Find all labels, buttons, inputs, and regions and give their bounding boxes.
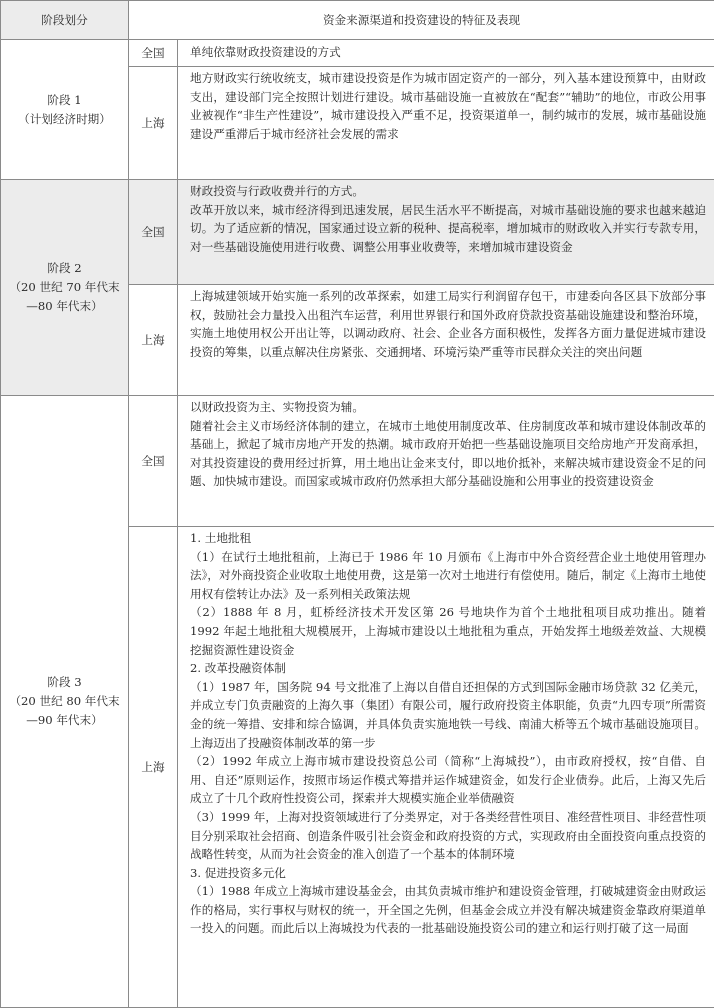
stage3-national-row — [1, 396, 714, 527]
land-leasing-heading: 1. 土地批租 — [190, 531, 252, 545]
stage1-period: （计划经济时期） — [18, 111, 111, 126]
financing-reform-item-3: （3）1999 年，上海对投资领域进行了分类界定，对于各类经营性项目、准经营性项目、非经营性项目分别采取社会招商、创造条件吸引社会资金和政府投资的方式，实现政府由全面投资向重点投资的战略性转变，从而为社会资金的准入创造了一个基本的体制环境 — [190, 809, 707, 862]
stage2-name: 阶段 2 — [47, 261, 82, 275]
land-leasing-item-1: （1）在试行土地批租前，上海已于 1986 年 10 月颁布《上海市中外合资经营企业土地使用管理办法》，对外商投资企业收取土地使用费，这是第一次对土地进行有偿使用。随后，制定《上海市土地使用权有偿转让办法》及一系列相关政策法规 — [190, 549, 707, 601]
stage1-national-line: 单纯依靠财政投资建设的方式 — [190, 45, 341, 60]
stage1-name: 阶段 1 — [47, 92, 82, 107]
stage2-national-line-2: 改革开放以来，城市经济得到迅速发展，居民生活水平不断提高，对城市基础设施的要求也越来越迫切。为了适应新的情况，国家通过设立新的税种、提高税率，增加城市的财政收入并实行专款专用，对一些基础设施使用进行收费、调整公用事业收费等，来增加城市建设资金 — [190, 202, 707, 254]
land-leasing-item-2: （2）1888 年 8 月，虹桥经济技术开发区第 26 号地块作为首个土地批租项目成功推出。随着 1992 年起土地批租大规模展开，上海城市建设以土地批租为重点，开始发挥土地级差效益、大规模挖掘资源性建设资金 — [190, 605, 707, 657]
stage2-national-content — [178, 180, 714, 285]
stage3-period: （20 世纪 80 年代末—90 年代末） — [9, 694, 120, 727]
stage3-national-line-1: 以财政投资为主、实物投资为辅。 — [190, 400, 364, 414]
financing-reform-heading: 2. 改革投融资体制 — [190, 661, 286, 676]
features-column-header: 资金来源渠道和投资建设的特征及表现 — [129, 1, 714, 40]
stage3-shanghai-region: 上海 — [129, 527, 178, 1008]
stage1-shanghai-region: 上海 — [129, 67, 178, 180]
diversification-heading: 3. 促进投资多元化 — [190, 865, 286, 880]
stage2-shanghai-region: 上海 — [129, 285, 178, 396]
stage2-national-line-1: 财政投资与行政收费并行的方式。 — [190, 184, 364, 198]
stage1-shanghai-content — [178, 67, 714, 180]
stage3-shanghai-content — [178, 527, 714, 1008]
stage1-national-content — [178, 40, 714, 67]
diversification-item-1: （1）1988 年成立上海城市建设基金会，由其负责城市维护和建设资金管理，打破城建资金由财政运作的格局，实行事权与财权的统一，开全国之先例，但基金会成立并没有解决城建资金靠政府渠道单一投入的问题。而此后以上海城投为代表的一批基础设施投资公司的建立和运行则打破了这一局面 — [190, 884, 707, 936]
financing-reform-item-1: （1）1987 年，国务院 94 号文批准了上海以自借自还担保的方式到国际金融市场贷款 32 亿美元，并成立专门负责融资的上海久事（集团）有限公司，履行政府投资主体职能，负责“九四专项”所需资金的统一筹措、安排和综合協调，并具体负责实施地铁一号线、南浦大桥等五个城市基础设施项目。上海迈出了投融资体制改革的第一步 — [190, 679, 707, 750]
stage2-label-cell — [1, 180, 129, 396]
stage2-national-region: 全国 — [129, 180, 178, 285]
table-header-row — [1, 1, 714, 40]
stage3-national-region: 全国 — [129, 396, 178, 527]
financing-reform-item-2: （2）1992 年成立上海市城市建设投资总公司（简称“上海城投”），由市政府授权，按“自借、自用、自还”原则运作，按照市场运作模式筹措并运作城建资金，如发行企业债券。此后，上海又先后成立了十几个政府性投资公司，探索并大规模实施企业举债融资 — [190, 754, 707, 806]
stage3-national-content — [178, 396, 714, 527]
stage3-label-cell — [1, 396, 129, 1008]
stage-column-header: 阶段划分 — [1, 1, 129, 40]
stage2-period: （20 世纪 70 年代末—80 年代末） — [9, 280, 120, 313]
stage1-national-row — [1, 40, 714, 67]
stage3-national-line-2: 随着社会主义市场经济体制的建立，在城市土地使用制度改革、住房制度改革和城市建设体制改革的基础上，掀起了城市房地产开发的热潮。城市政府开始把一些基础设施项目交给房地产开发商承担，对其投资建设的费用经过折算，用土地出让金来支付，即以地价抵补，来解决城市建设资金不足的问题、加快城市建设。而国家或城市政府仍然承担大部分基础设施和公用事业的投资建设资金 — [190, 418, 707, 489]
stage1-shanghai-line: 地方财政实行统收统支，城市建设投资是作为城市固定资产的一部分，列入基本建设预算中，由财政支出，建设部门完全按照计划进行建设。城市基础设施一直被放在“配套”“辅助”的地位，市政公用事业被视作“非生产性建设”，城市建设投入严重不足，投资渠道单一，制约城市的发展，城市基础设施建设严重滞后于城市经济社会发展的需求 — [190, 71, 707, 141]
stage3-name: 阶段 3 — [47, 675, 82, 689]
stage2-shanghai-line: 上海城建领域开始实施一系列的改革探索，如建工局实行利润留存包干，市建委向各区县下放部分事权，鼓励社会力量投入出租汽车运营，利用世界银行和国外政府贷款投资基础设施建设和整治环境，实施土地使用权公开出让等，以调动政府、社会、企业各方面积极性，发挥各方面力量促进城市建设投资的筹集，以重点解决住房紧张、交通拥堵、环境污染严重等市民群众关注的突出问题 — [190, 289, 707, 359]
stage1-national-region: 全国 — [129, 40, 178, 67]
stage2-national-row — [1, 180, 714, 285]
stage1-label-cell — [1, 40, 129, 180]
stage2-shanghai-content — [178, 285, 714, 396]
